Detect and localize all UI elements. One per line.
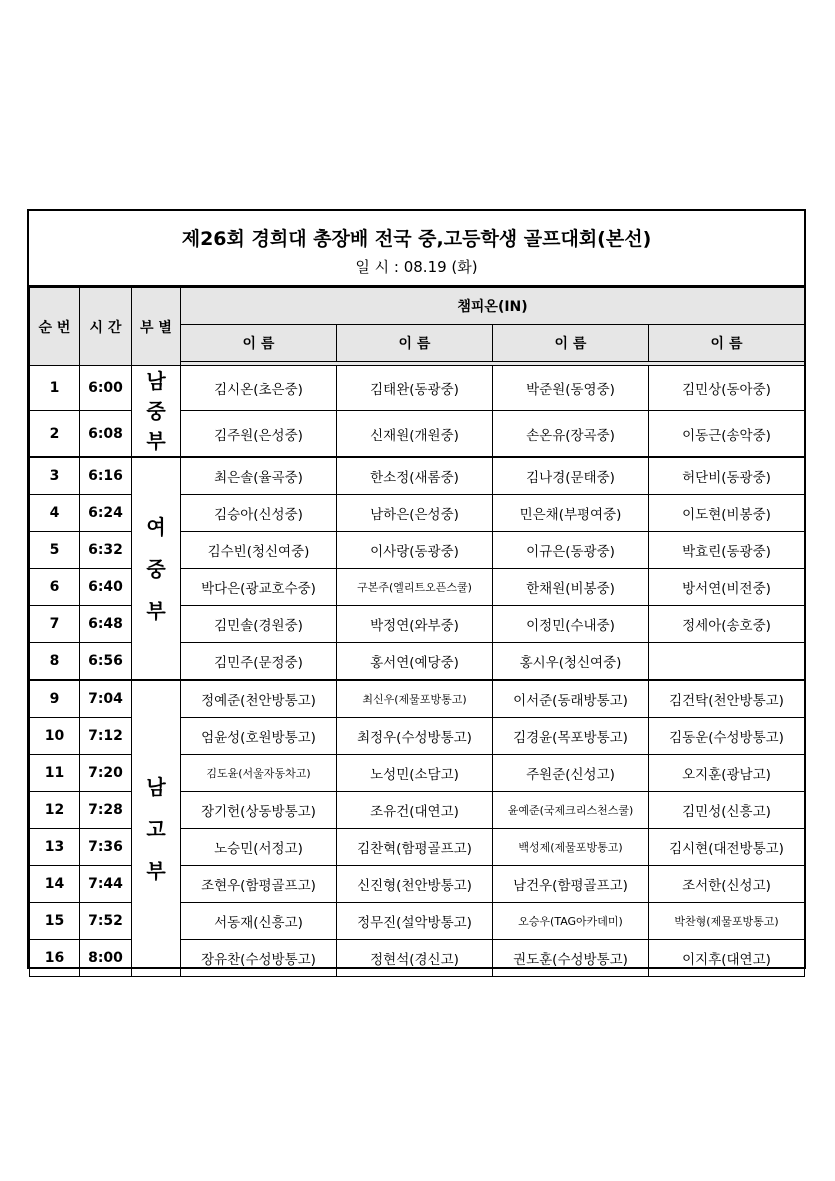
player-cell: 이사랑(동광중): [337, 532, 493, 569]
player-cell: 김태완(동광중): [337, 366, 493, 411]
player-cell: 김찬혁(함평골프고): [337, 829, 493, 866]
tee-time: 7:28: [80, 792, 132, 829]
player-cell: 손온유(장곡중): [493, 411, 649, 457]
player-cell: 최은솔(율곡중): [181, 457, 337, 495]
row-number: 6: [30, 569, 80, 606]
player-cell: 노승민(서정고): [181, 829, 337, 866]
division-char: 부: [146, 598, 166, 623]
row-number: 4: [30, 495, 80, 532]
player-cell: 엄윤성(호원방통고): [181, 718, 337, 755]
player-cell: 장기헌(상동방통고): [181, 792, 337, 829]
player-cell: 권도훈(수성방통고): [493, 940, 649, 977]
row-number: 10: [30, 718, 80, 755]
player-cell: 한채원(비봉중): [493, 569, 649, 606]
row-number: 5: [30, 532, 80, 569]
event-date: 일 시 : 08.19 (화): [355, 258, 478, 276]
division-char: 중: [146, 556, 166, 581]
tee-time: 7:36: [80, 829, 132, 866]
division-label: [132, 457, 181, 680]
row-number: 9: [30, 680, 80, 718]
player-cell: 오승우(TAG아카데미): [493, 903, 649, 940]
player-cell: 박정연(와부중): [337, 606, 493, 643]
player-cell: 남하은(은성중): [337, 495, 493, 532]
tee-time-table: [29, 287, 805, 977]
player-cell: 이정민(수내중): [493, 606, 649, 643]
row-number: 16: [30, 940, 80, 977]
header-name: 이 름: [337, 325, 493, 362]
player-cell: 김동운(수성방통고): [649, 718, 805, 755]
player-cell: 허단비(동광중): [649, 457, 805, 495]
division-label: [132, 366, 181, 458]
player-cell: 조현우(함평골프고): [181, 866, 337, 903]
tee-time: 7:52: [80, 903, 132, 940]
table-row: [30, 680, 805, 718]
player-cell: 정무진(설악방통고): [337, 903, 493, 940]
table-row: [30, 366, 805, 411]
division-char: 남: [146, 369, 166, 393]
player-cell: 조서한(신성고): [649, 866, 805, 903]
row-number: 3: [30, 457, 80, 495]
tee-time: 6:48: [80, 606, 132, 643]
player-cell: 박찬형(제물포방통고): [649, 903, 805, 940]
player-cell: 김민성(신흥고): [649, 792, 805, 829]
tee-time: 8:00: [80, 940, 132, 977]
tee-time: 6:16: [80, 457, 132, 495]
player-cell: 김민솔(경원중): [181, 606, 337, 643]
player-cell: [649, 643, 805, 681]
row-number: 1: [30, 366, 80, 411]
division-char: 남: [146, 774, 166, 799]
player-cell: 김건탁(천안방통고): [649, 680, 805, 718]
player-cell: 김수빈(청신여중): [181, 532, 337, 569]
tee-time: 7:20: [80, 755, 132, 792]
tee-time: 7:44: [80, 866, 132, 903]
player-cell: 최정우(수성방통고): [337, 718, 493, 755]
player-cell: 김민주(문정중): [181, 643, 337, 681]
player-cell: 주원준(신성고): [493, 755, 649, 792]
row-number: 14: [30, 866, 80, 903]
tee-time: 7:12: [80, 718, 132, 755]
tee-time: 6:00: [80, 366, 132, 411]
player-cell: 박다은(광교호수중): [181, 569, 337, 606]
row-number: 7: [30, 606, 80, 643]
player-cell: 김시현(대전방통고): [649, 829, 805, 866]
player-cell: 남건우(함평골프고): [493, 866, 649, 903]
division-char: 여: [146, 514, 166, 539]
row-number: 2: [30, 411, 80, 457]
schedule-sheet: [27, 209, 806, 969]
schedule-body: [30, 366, 805, 977]
division-label: [132, 680, 181, 977]
division-char: 중: [146, 399, 166, 423]
player-cell: 김경윤(목포방통고): [493, 718, 649, 755]
player-cell: 신진형(천안방통고): [337, 866, 493, 903]
player-cell: 민은채(부평여중): [493, 495, 649, 532]
row-number: 8: [30, 643, 80, 681]
player-cell: 이지후(대연고): [649, 940, 805, 977]
header-time: 시 간: [80, 288, 132, 366]
row-number: 12: [30, 792, 80, 829]
header-name: 이 름: [493, 325, 649, 362]
player-cell: 서동재(신흥고): [181, 903, 337, 940]
player-cell: 정세아(송호중): [649, 606, 805, 643]
row-number: 11: [30, 755, 80, 792]
row-number: 15: [30, 903, 80, 940]
player-cell: 이규은(동광중): [493, 532, 649, 569]
player-cell: 방서연(비전중): [649, 569, 805, 606]
player-cell: 김도윤(서울자동차고): [181, 755, 337, 792]
player-cell: 최신우(제물포방통고): [337, 680, 493, 718]
row-number: 13: [30, 829, 80, 866]
page-title: 제26회 경희대 총장배 전국 중,고등학생 골프대회(본선): [181, 228, 652, 250]
player-cell: 이서준(동래방통고): [493, 680, 649, 718]
player-cell: 김승아(신성중): [181, 495, 337, 532]
tee-time: 6:24: [80, 495, 132, 532]
player-cell: 구본주(엘리트오픈스쿨): [337, 569, 493, 606]
player-cell: 노성민(소담고): [337, 755, 493, 792]
header-num: 순 번: [30, 288, 80, 366]
player-cell: 신재원(개원중): [337, 411, 493, 457]
player-cell: 김시온(초은중): [181, 366, 337, 411]
tee-time: 6:08: [80, 411, 132, 457]
player-cell: 박준원(동영중): [493, 366, 649, 411]
player-cell: 조유건(대연고): [337, 792, 493, 829]
player-cell: 한소정(새롬중): [337, 457, 493, 495]
player-cell: 박효린(동광중): [649, 532, 805, 569]
player-cell: 김나경(문태중): [493, 457, 649, 495]
player-cell: 홍서연(예당중): [337, 643, 493, 681]
tee-time: 6:40: [80, 569, 132, 606]
player-cell: 홍시우(청신여중): [493, 643, 649, 681]
player-cell: 윤예준(국제크리스천스쿨): [493, 792, 649, 829]
header-name: 이 름: [649, 325, 805, 362]
player-cell: 이도현(비봉중): [649, 495, 805, 532]
division-char: 부: [146, 858, 166, 883]
player-cell: 백성제(제물포방통고): [493, 829, 649, 866]
player-cell: 장유찬(수성방통고): [181, 940, 337, 977]
player-cell: 김주원(은성중): [181, 411, 337, 457]
tee-time: 6:32: [80, 532, 132, 569]
division-char: 고: [146, 816, 166, 841]
division-char: 부: [146, 429, 166, 453]
title-block: [29, 211, 804, 287]
player-cell: 정현석(경신고): [337, 940, 493, 977]
tee-time: 7:04: [80, 680, 132, 718]
header-division: 부 별: [132, 288, 181, 366]
table-row: [30, 457, 805, 495]
player-cell: 정예준(천안방통고): [181, 680, 337, 718]
player-cell: 김민상(동아중): [649, 366, 805, 411]
header-name: 이 름: [181, 325, 337, 362]
header-course: 챔피온(IN): [181, 288, 805, 325]
player-cell: 이동근(송악중): [649, 411, 805, 457]
player-cell: 오지훈(광남고): [649, 755, 805, 792]
tee-time: 6:56: [80, 643, 132, 681]
